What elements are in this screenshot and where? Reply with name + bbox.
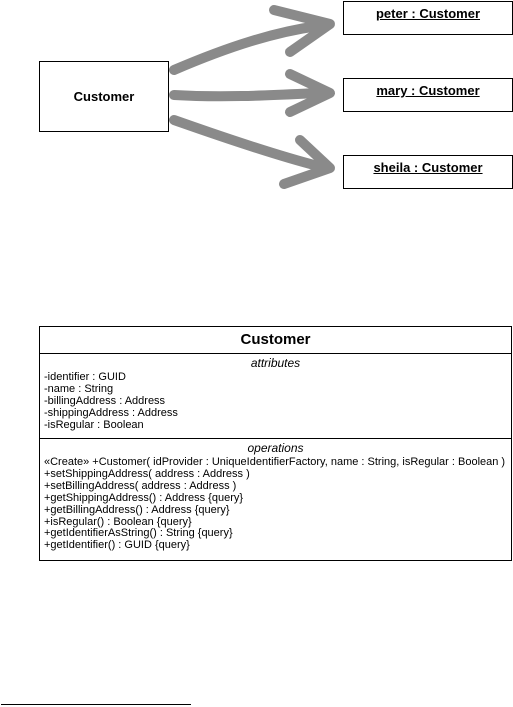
attribute-line: -isRegular : Boolean bbox=[44, 418, 144, 431]
uml-operations-compartment bbox=[40, 439, 511, 552]
uml-class-name: Customer bbox=[40, 327, 511, 354]
attribute-line: -name : String bbox=[44, 382, 114, 395]
instance-box-mary bbox=[343, 78, 513, 112]
operation-line: +getIdentifierAsString() : String {query} bbox=[44, 527, 233, 540]
arrow-to-sheila bbox=[174, 120, 330, 184]
instance-diagram bbox=[0, 0, 513, 200]
attribute-line: -shippingAddress : Address bbox=[44, 406, 178, 419]
operation-line: +getIdentifier() : GUID {query} bbox=[44, 539, 190, 552]
customer-class-label: Customer bbox=[73, 89, 135, 104]
attribute-line: -identifier : GUID bbox=[44, 371, 126, 383]
instance-box-sheila bbox=[343, 155, 513, 189]
operation-line: +setBillingAddress( address : Address ) bbox=[44, 479, 237, 492]
arrow-to-mary bbox=[174, 74, 330, 112]
attributes-heading: attributes bbox=[250, 356, 301, 370]
arrow-to-peter bbox=[174, 10, 330, 70]
operation-line: +setShippingAddress( address : Address ) bbox=[44, 467, 250, 480]
attribute-line: -billingAddress : Address bbox=[44, 394, 166, 407]
uml-attributes-compartment bbox=[40, 354, 511, 439]
instance-box-peter bbox=[343, 1, 513, 35]
instance-label-mary: mary : Customer bbox=[376, 83, 480, 98]
uml-class-box bbox=[39, 326, 512, 561]
operation-line: +getBillingAddress() : Address {query} bbox=[44, 503, 230, 516]
operation-line: «Create» +Customer( idProvider : UniqueIdentifierFactory, name : String, isRegular : Boolean ) bbox=[44, 456, 506, 468]
customer-class-box bbox=[39, 61, 169, 132]
operation-line: +isRegular() : Boolean {query} bbox=[44, 515, 192, 528]
operations-heading: operations bbox=[247, 441, 304, 455]
footnote-divider bbox=[1, 704, 191, 705]
operation-line: +getShippingAddress() : Address {query} bbox=[44, 491, 244, 504]
instance-label-peter: peter : Customer bbox=[375, 6, 481, 21]
instance-label-sheila: sheila : Customer bbox=[373, 160, 483, 175]
